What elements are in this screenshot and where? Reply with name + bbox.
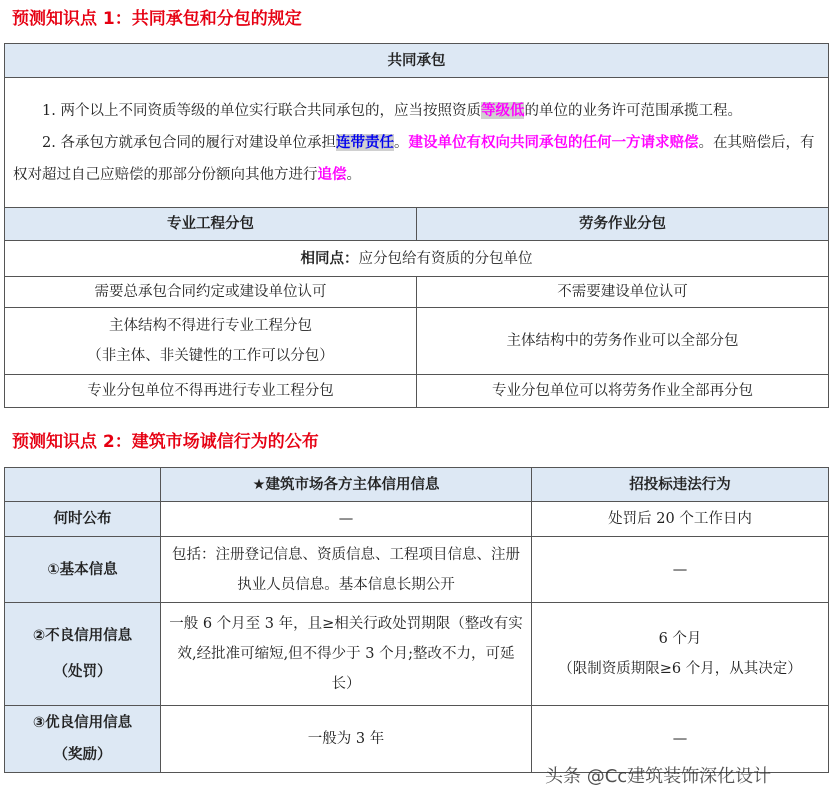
row-header: ③优良信用信息 （奖励） xyxy=(5,706,161,773)
cell: 专业分包单位不得再进行专业工程分包 xyxy=(5,375,417,408)
cell: 主体结构中的劳务作业可以全部分包 xyxy=(417,308,829,375)
watermark: 头条 @Cc建筑装饰深化设计 xyxy=(545,766,772,787)
col-header: 专业工程分包 xyxy=(5,208,417,241)
cell: — xyxy=(532,706,829,773)
row-header: ②不良信用信息 （处罚） xyxy=(5,603,161,706)
cell: 包括：注册登记信息、资质信息、工程项目信息、注册执业人员信息。基本信息长期公开 xyxy=(161,537,532,603)
col-header: 招投标违法行为 xyxy=(532,468,829,502)
cell: — xyxy=(161,502,532,537)
col-header: 劳务作业分包 xyxy=(417,208,829,241)
col-header: ★建筑市场各方主体信用信息 xyxy=(161,468,532,502)
credit-info-table xyxy=(4,467,829,773)
section2-title: 预测知识点 2：建筑市场诚信行为的公布 xyxy=(12,432,319,452)
cell: 6 个月 （限制资质期限≥6 个月，从其决定） xyxy=(532,603,829,706)
row-header: ①基本信息 xyxy=(5,537,161,603)
section1-title: 预测知识点 1：共同承包和分包的规定 xyxy=(12,9,302,29)
cell: 主体结构不得进行专业工程分包 （非主体、非关键性的工作可以分包） xyxy=(5,308,417,375)
cell: 一般 6 个月至 3 年，且≥相关行政处罚期限（整改有实效,经批准可缩短,但不得少于 3 个月;整改不力，可延长） xyxy=(161,603,532,706)
cell: 需要总承包合同约定或建设单位认可 xyxy=(5,277,417,308)
cell: 处罚后 20 个工作日内 xyxy=(532,502,829,537)
cell: 一般为 3 年 xyxy=(161,706,532,773)
joint-contracting-table xyxy=(4,43,829,408)
cell: — xyxy=(532,537,829,603)
common-row: 相同点：应分包给有资质的分包单位 xyxy=(5,241,829,277)
cell: 不需要建设单位认可 xyxy=(417,277,829,308)
table-header: 共同承包 xyxy=(5,44,829,78)
col-header xyxy=(5,468,161,502)
cell: 专业分包单位可以将劳务作业全部再分包 xyxy=(417,375,829,408)
rules-text: 1. 两个以上不同资质等级的单位实行联合共同承包的，应当按照资质等级低的单位的业务许可范围承揽工程。 2. 各承包方就承包合同的履行对建设单位承担连带责任。建设单位有权向共同承包的任何一方请求赔偿。在其赔偿后，有权对超过自己应赔偿的那部分份额向其他方进行追偿。 xyxy=(5,78,829,208)
row-header: 何时公布 xyxy=(5,502,161,537)
